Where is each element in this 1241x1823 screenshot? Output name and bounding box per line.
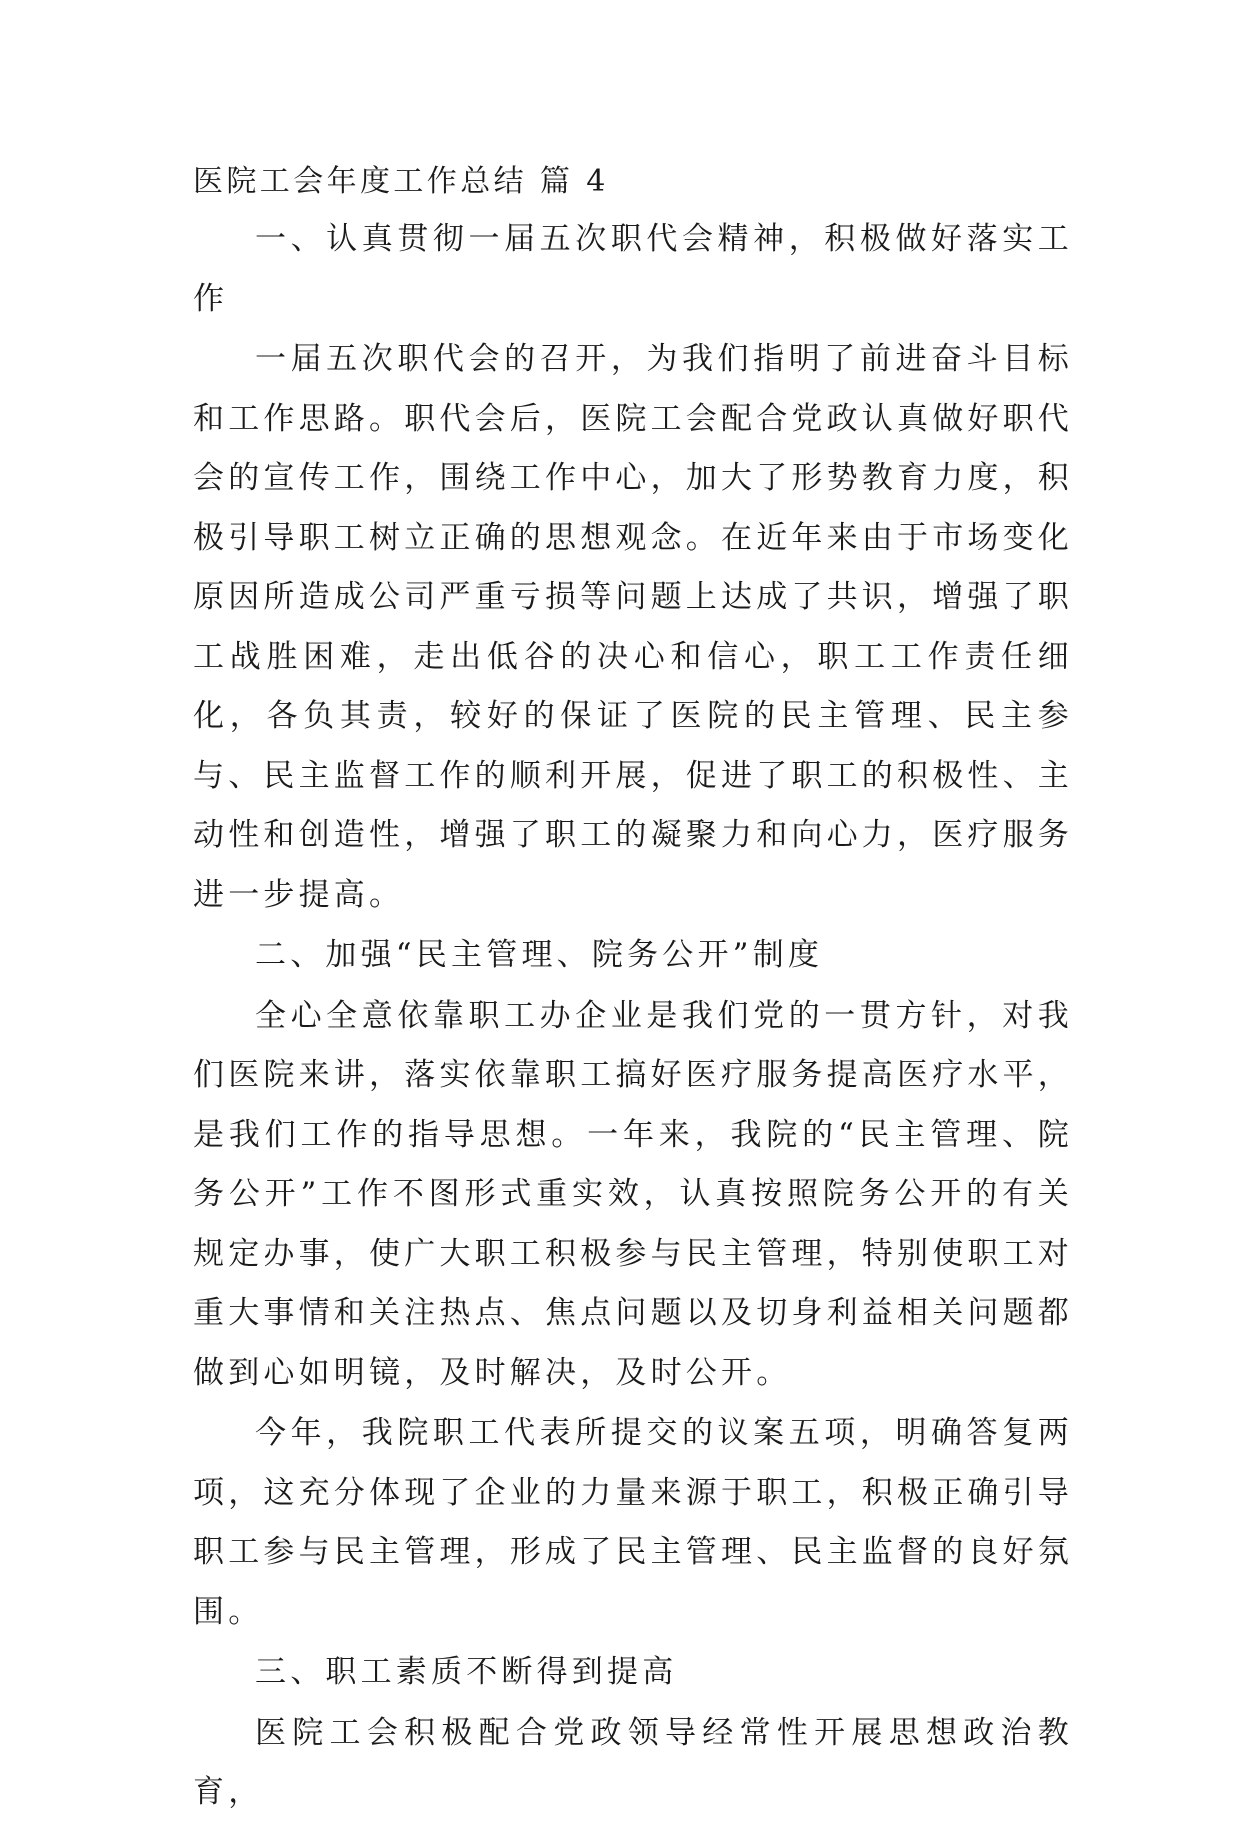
body-paragraph: 一届五次职代会的召开，为我们指明了前进奋斗目标和工作思路。职代会后，医院工会配合党政认真做好职代会的宣传工作，围绕工作中心，加大了形势教育力度，积极引导职工树立正确的思想观念。在近年来由于市场变化原因所造成公司严重亏损等问题上达成了共识，增强了职工战胜困难，走出低谷的决心和信心，职工工作责任细化，各负其责，较好的保证了医院的民主管理、民主参与、民主监督工作的顺利开展，促进了职工的积极性、主动性和创造性，增强了职工的凝聚力和向心力，医疗服务进一步提高。	[193, 341, 1073, 913]
document-body	[193, 158, 1073, 1823]
section-heading-2: 二、加强“民主管理、院务公开”制度	[255, 937, 824, 973]
body-paragraph: 全心全意依靠职工办企业是我们党的一贯方针，对我们医院来讲，落实依靠职工搞好医疗服务提高医疗水平，是我们工作的指导思想。一年来，我院的“民主管理、院务公开”工作不图形式重实效，认真按照院务公开的有关规定办事，使广大职工积极参与民主管理，特别使职工对重大事情和关注热点、焦点问题以及切身利益相关问题都做到心如明镜，及时解决，及时公开。	[193, 997, 1073, 1391]
body-paragraph: 医院工会积极配合党政领导经常性开展思想政治教育，	[193, 1714, 1073, 1810]
section-heading-1: 一、认真贯彻一届五次职代会精神，积极做好落实工作	[193, 221, 1073, 317]
section-heading-3: 三、职工素质不断得到提高	[255, 1654, 678, 1690]
body-paragraph: 今年，我院职工代表所提交的议案五项，明确答复两项，这充分体现了企业的力量来源于职工，积极正确引导职工参与民主管理，形成了民主管理、民主监督的良好氛围。	[193, 1415, 1073, 1630]
document-title: 医院工会年度工作总结 篇 4	[193, 164, 609, 199]
